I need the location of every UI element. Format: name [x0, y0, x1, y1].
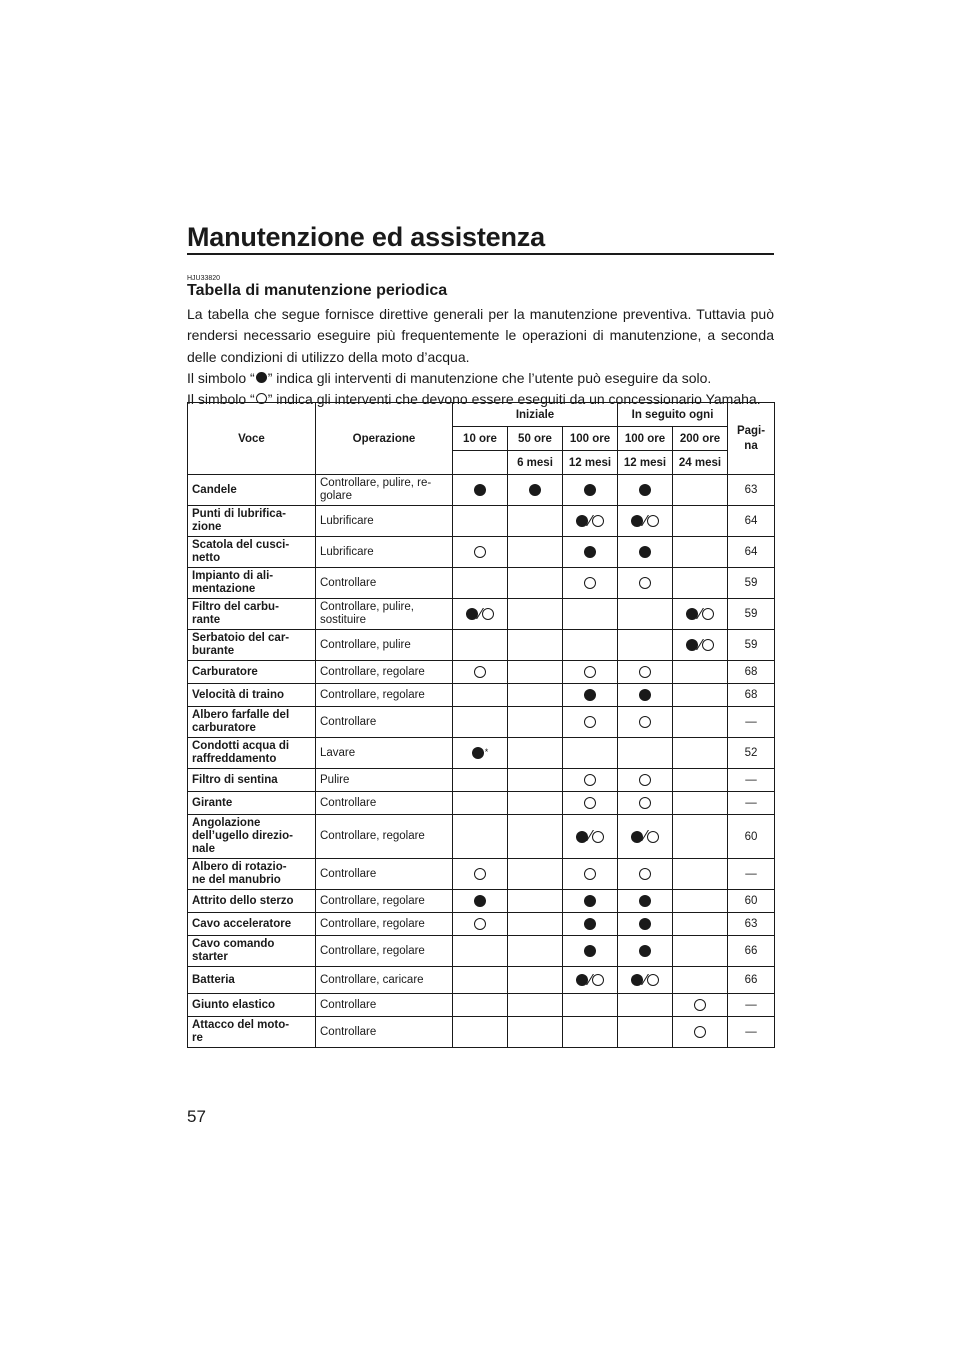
- interval-cell: [508, 537, 563, 568]
- row-page: —: [728, 792, 775, 815]
- header-interval: 50 ore: [508, 427, 563, 451]
- asterisk-icon: *: [484, 746, 489, 757]
- open-circle-icon: [474, 918, 486, 930]
- filled-dot-icon: [576, 515, 588, 527]
- interval-cell: [563, 936, 618, 967]
- row-operation: Controllare, pulire: [316, 630, 453, 661]
- filled-dot-icon: [631, 974, 643, 986]
- table-row: [188, 936, 775, 967]
- title-rule: [187, 253, 774, 255]
- header-month: 24 mesi: [673, 451, 728, 475]
- row-item: Batteria: [188, 967, 316, 994]
- interval-cell: [453, 738, 508, 769]
- page-number: 57: [187, 1107, 206, 1126]
- table-row: [188, 661, 775, 684]
- interval-cell: [453, 792, 508, 815]
- open-circle-icon: [584, 577, 596, 589]
- interval-cell: [453, 599, 508, 630]
- header-interval: 200 ore: [673, 427, 728, 451]
- interval-cell: [453, 967, 508, 994]
- header-month: 12 mesi: [563, 451, 618, 475]
- interval-cell: [618, 936, 673, 967]
- table-row: [188, 707, 775, 738]
- interval-cell: [618, 792, 673, 815]
- interval-cell: [673, 537, 728, 568]
- filled-dot-icon: [472, 747, 484, 759]
- header-month: 12 mesi: [618, 451, 673, 475]
- row-item: Punti di lubrifica- zione: [188, 506, 316, 537]
- interval-cell: [453, 661, 508, 684]
- row-item: Attrito dello sterzo: [188, 890, 316, 913]
- page-title: Manutenzione ed assistenza: [187, 222, 545, 252]
- interval-cell: [563, 1017, 618, 1048]
- open-circle-icon: [592, 974, 604, 986]
- interval-cell: [453, 913, 508, 936]
- table-row: [188, 568, 775, 599]
- interval-cell: [563, 769, 618, 792]
- open-circle-icon: [584, 666, 596, 678]
- open-circle-icon: [639, 666, 651, 678]
- row-item: Attacco del moto- re: [188, 1017, 316, 1048]
- maintenance-table: [187, 402, 775, 1048]
- table-row: [188, 792, 775, 815]
- interval-cell: [508, 913, 563, 936]
- filled-dot-icon: [529, 484, 541, 496]
- interval-cell: [508, 890, 563, 913]
- interval-cell: [618, 769, 673, 792]
- row-item: Candele: [188, 475, 316, 506]
- row-operation: Controllare, caricare: [316, 967, 453, 994]
- header-iniziale: Iniziale: [453, 403, 618, 427]
- row-page: 64: [728, 506, 775, 537]
- interval-cell: [453, 537, 508, 568]
- row-operation: Lubrificare: [316, 537, 453, 568]
- header-pagina-text: Pagi- na: [736, 424, 766, 452]
- row-page: 64: [728, 537, 775, 568]
- interval-cell: [453, 936, 508, 967]
- row-item: Albero farfalle del carburatore: [188, 707, 316, 738]
- row-operation: Controllare: [316, 792, 453, 815]
- row-page: 66: [728, 936, 775, 967]
- interval-cell: [508, 684, 563, 707]
- table-row: [188, 1017, 775, 1048]
- row-operation: Controllare, regolare: [316, 913, 453, 936]
- interval-cell: [618, 738, 673, 769]
- interval-cell: [618, 568, 673, 599]
- row-page: 52: [728, 738, 775, 769]
- row-item: Impianto di ali- mentazione: [188, 568, 316, 599]
- filled-dot-icon: [639, 895, 651, 907]
- row-item: Filtro del carbu- rante: [188, 599, 316, 630]
- interval-cell: [618, 859, 673, 890]
- interval-cell: [563, 568, 618, 599]
- legend-ring-prefix: Il simbolo “: [187, 391, 255, 408]
- open-circle-icon: [482, 608, 494, 620]
- interval-cell: [673, 684, 728, 707]
- filled-dot-icon: [631, 515, 643, 527]
- filled-dot-icon: [639, 945, 651, 957]
- slash-icon: ⁄: [588, 511, 592, 530]
- row-page: —: [728, 707, 775, 738]
- open-circle-icon: [474, 868, 486, 880]
- filled-dot-icon: [584, 689, 596, 701]
- row-page: —: [728, 994, 775, 1017]
- slash-icon: ⁄: [698, 604, 702, 623]
- row-page: 59: [728, 630, 775, 661]
- open-circle-icon: [694, 999, 706, 1011]
- interval-cell: [563, 967, 618, 994]
- intro-paragraph: La tabella che segue fornisce direttive generali per la manutenzione preventiva. Tuttavia può rendersi necessario eseguire più frequentemente le operazioni di manutenzione, a seconda delle condizioni di utilizzo della moto d’acqua.: [187, 306, 774, 365]
- filled-dot-icon: [584, 918, 596, 930]
- legend-dot-prefix: Il simbolo “: [187, 369, 255, 386]
- row-page: 63: [728, 475, 775, 506]
- interval-cell: [618, 475, 673, 506]
- legend-dot-suffix: ” indica gli interventi di manutenzione che l’utente può eseguire da solo.: [267, 369, 712, 386]
- interval-cell: [618, 707, 673, 738]
- interval-cell: [453, 684, 508, 707]
- interval-cell: [673, 815, 728, 859]
- row-operation: Controllare, regolare: [316, 890, 453, 913]
- row-page: 66: [728, 967, 775, 994]
- row-page: 59: [728, 599, 775, 630]
- interval-cell: [508, 936, 563, 967]
- row-operation: Controllare: [316, 707, 453, 738]
- section-heading: Tabella di manutenzione periodica: [187, 282, 448, 299]
- row-item: Angolazione dell’ugello direzio- nale: [188, 815, 316, 859]
- interval-cell: [618, 967, 673, 994]
- interval-cell: [508, 1017, 563, 1048]
- table-row: [188, 630, 775, 661]
- filled-dot-icon: [639, 689, 651, 701]
- interval-cell: [563, 738, 618, 769]
- interval-cell: [673, 506, 728, 537]
- interval-cell: [618, 537, 673, 568]
- interval-cell: [618, 599, 673, 630]
- header-month: 6 mesi: [508, 451, 563, 475]
- interval-cell: [453, 769, 508, 792]
- table-row: [188, 537, 775, 568]
- table-row: [188, 599, 775, 630]
- interval-cell: [563, 684, 618, 707]
- open-circle-icon: [639, 716, 651, 728]
- row-operation: Controllare, regolare: [316, 684, 453, 707]
- filled-dot-icon: [256, 372, 267, 383]
- interval-cell: [618, 890, 673, 913]
- interval-cell: [508, 967, 563, 994]
- row-item: Filtro di sentina: [188, 769, 316, 792]
- row-operation: Pulire: [316, 769, 453, 792]
- table-body: [188, 475, 775, 1048]
- slash-icon: ⁄: [643, 511, 647, 530]
- interval-cell: [673, 707, 728, 738]
- table-row: [188, 475, 775, 506]
- filled-dot-icon: [474, 895, 486, 907]
- open-circle-icon: [584, 774, 596, 786]
- row-page: 63: [728, 913, 775, 936]
- open-circle-icon: [639, 577, 651, 589]
- filled-dot-icon: [584, 945, 596, 957]
- interval-cell: [453, 506, 508, 537]
- filled-dot-icon: [639, 484, 651, 496]
- interval-cell: [563, 506, 618, 537]
- row-page: —: [728, 1017, 775, 1048]
- interval-cell: [563, 475, 618, 506]
- legend-dot-line: [187, 368, 774, 389]
- interval-cell: [508, 859, 563, 890]
- interval-cell: [453, 815, 508, 859]
- slash-icon: ⁄: [698, 635, 702, 654]
- interval-cell: [453, 707, 508, 738]
- row-item: Girante: [188, 792, 316, 815]
- row-item: Velocità di traino: [188, 684, 316, 707]
- interval-cell: [508, 994, 563, 1017]
- row-page: 60: [728, 815, 775, 859]
- interval-cell: [563, 994, 618, 1017]
- header-interval: 10 ore: [453, 427, 508, 451]
- filled-dot-icon: [576, 974, 588, 986]
- table-row: [188, 890, 775, 913]
- interval-cell: [453, 994, 508, 1017]
- open-circle-icon: [647, 515, 659, 527]
- row-item: Giunto elastico: [188, 994, 316, 1017]
- interval-cell: [563, 707, 618, 738]
- row-item: Cavo acceleratore: [188, 913, 316, 936]
- table-row: [188, 815, 775, 859]
- interval-cell: [673, 568, 728, 599]
- table-row: [188, 859, 775, 890]
- header-month: [453, 451, 508, 475]
- row-page: —: [728, 859, 775, 890]
- table-row: [188, 738, 775, 769]
- filled-dot-icon: [631, 831, 643, 843]
- table-row: [188, 967, 775, 994]
- open-circle-icon: [647, 831, 659, 843]
- interval-cell: [673, 890, 728, 913]
- header-voce: Voce: [188, 403, 316, 475]
- header-in-seguito: In seguito ogni: [618, 403, 728, 427]
- interval-cell: [508, 661, 563, 684]
- interval-cell: [508, 475, 563, 506]
- interval-cell: [453, 890, 508, 913]
- open-circle-icon: [584, 868, 596, 880]
- table-row: [188, 994, 775, 1017]
- interval-cell: [508, 738, 563, 769]
- header-interval: 100 ore: [563, 427, 618, 451]
- row-operation: Controllare, regolare: [316, 936, 453, 967]
- row-item: Condotti acqua di raffreddamento: [188, 738, 316, 769]
- row-operation: Controllare, regolare: [316, 815, 453, 859]
- open-circle-icon: [694, 1026, 706, 1038]
- slash-icon: ⁄: [588, 970, 592, 989]
- row-page: 59: [728, 568, 775, 599]
- interval-cell: [673, 475, 728, 506]
- row-page: 68: [728, 661, 775, 684]
- interval-cell: [673, 738, 728, 769]
- interval-cell: [508, 599, 563, 630]
- row-operation: Controllare: [316, 1017, 453, 1048]
- interval-cell: [508, 815, 563, 859]
- interval-cell: [508, 630, 563, 661]
- table-row: [188, 684, 775, 707]
- header-interval: 100 ore: [618, 427, 673, 451]
- slash-icon: ⁄: [643, 970, 647, 989]
- interval-cell: [453, 568, 508, 599]
- row-item: Carburatore: [188, 661, 316, 684]
- filled-dot-icon: [639, 546, 651, 558]
- row-operation: Controllare, pulire, sostituire: [316, 599, 453, 630]
- open-circle-icon: [639, 774, 651, 786]
- slash-icon: ⁄: [478, 604, 482, 623]
- interval-cell: [673, 994, 728, 1017]
- interval-cell: [618, 815, 673, 859]
- filled-dot-icon: [584, 484, 596, 496]
- open-circle-icon: [474, 666, 486, 678]
- filled-dot-icon: [584, 546, 596, 558]
- filled-dot-icon: [639, 918, 651, 930]
- open-circle-icon: [584, 716, 596, 728]
- interval-cell: [673, 630, 728, 661]
- interval-cell: [673, 913, 728, 936]
- row-item: Albero di rotazio- ne del manubrio: [188, 859, 316, 890]
- interval-cell: [673, 859, 728, 890]
- row-operation: Controllare: [316, 568, 453, 599]
- interval-cell: [673, 967, 728, 994]
- interval-cell: [508, 506, 563, 537]
- interval-cell: [453, 1017, 508, 1048]
- interval-cell: [563, 630, 618, 661]
- interval-cell: [563, 890, 618, 913]
- interval-cell: [563, 537, 618, 568]
- interval-cell: [453, 475, 508, 506]
- interval-cell: [618, 661, 673, 684]
- interval-cell: [618, 994, 673, 1017]
- open-circle-icon: [647, 974, 659, 986]
- row-page: —: [728, 769, 775, 792]
- row-page: 68: [728, 684, 775, 707]
- interval-cell: [508, 568, 563, 599]
- filled-dot-icon: [576, 831, 588, 843]
- interval-cell: [563, 815, 618, 859]
- section-code: HJU33820: [187, 275, 221, 282]
- interval-cell: [508, 707, 563, 738]
- row-operation: Controllare, regolare: [316, 661, 453, 684]
- open-circle-icon: [702, 639, 714, 651]
- open-circle-icon: [702, 608, 714, 620]
- interval-cell: [563, 599, 618, 630]
- filled-dot-icon: [584, 895, 596, 907]
- interval-cell: [563, 661, 618, 684]
- row-item: Scatola del cusci- netto: [188, 537, 316, 568]
- interval-cell: [453, 630, 508, 661]
- interval-cell: [673, 661, 728, 684]
- interval-cell: [453, 859, 508, 890]
- open-circle-icon: [639, 797, 651, 809]
- interval-cell: [673, 792, 728, 815]
- interval-cell: [563, 859, 618, 890]
- interval-cell: [618, 1017, 673, 1048]
- row-operation: Lavare: [316, 738, 453, 769]
- open-circle-icon: [584, 797, 596, 809]
- open-circle-icon: [639, 868, 651, 880]
- interval-cell: [673, 936, 728, 967]
- filled-dot-icon: [466, 608, 478, 620]
- slash-icon: ⁄: [588, 827, 592, 845]
- table-row: [188, 913, 775, 936]
- interval-cell: [673, 599, 728, 630]
- interval-cell: [673, 1017, 728, 1048]
- interval-cell: [618, 684, 673, 707]
- filled-dot-icon: [474, 484, 486, 496]
- table-row: [188, 506, 775, 537]
- table-row: [188, 769, 775, 792]
- interval-cell: [563, 792, 618, 815]
- open-circle-icon: [474, 546, 486, 558]
- row-item: Cavo comando starter: [188, 936, 316, 967]
- open-circle-icon: [592, 515, 604, 527]
- row-operation: Lubrificare: [316, 506, 453, 537]
- header-pagina: [728, 403, 775, 475]
- interval-cell: [508, 792, 563, 815]
- row-operation: Controllare: [316, 859, 453, 890]
- interval-cell: [618, 913, 673, 936]
- row-operation: Controllare, pulire, re- golare: [316, 475, 453, 506]
- legend-ring-suffix: ” indica gli interventi che devono essere eseguiti da un concessionario Yamaha.: [267, 391, 761, 408]
- slash-icon: ⁄: [643, 827, 647, 845]
- interval-cell: [563, 913, 618, 936]
- filled-dot-icon: [686, 639, 698, 651]
- header-operazione: Operazione: [316, 403, 453, 475]
- intro-text: [187, 304, 774, 410]
- interval-cell: [508, 769, 563, 792]
- open-circle-icon: [592, 831, 604, 843]
- row-operation: Controllare: [316, 994, 453, 1017]
- interval-cell: [673, 769, 728, 792]
- row-item: Serbatoio del car- burante: [188, 630, 316, 661]
- row-page: 60: [728, 890, 775, 913]
- interval-cell: [618, 630, 673, 661]
- filled-dot-icon: [686, 608, 698, 620]
- interval-cell: [618, 506, 673, 537]
